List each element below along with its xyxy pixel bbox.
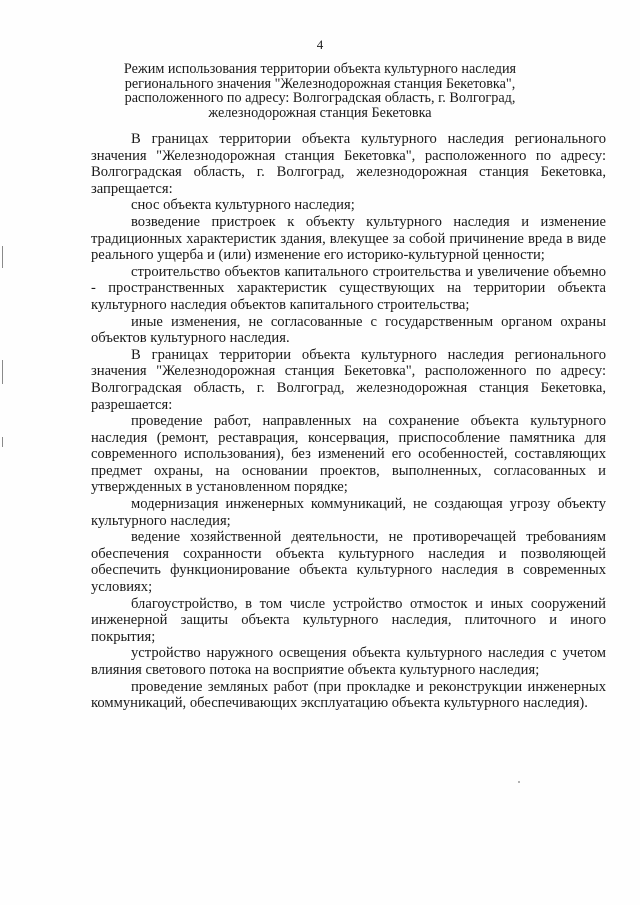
scan-margin-mark: [2, 360, 3, 384]
heading-line: расположенного по адресу: Волгоградская область, г. Волгоград,: [124, 90, 516, 107]
paragraph-list-item: снос объекта культурного наследия;: [131, 197, 355, 214]
document-heading: [120, 62, 520, 120]
paragraph-list-item: строительство объектов капитального строительства и увеличение объемно - пространственных характеристик существующих на территории объекта культурного наследия объектов капитального строительства;: [91, 263, 606, 313]
paragraph-list-item: устройство наружного освещения объекта культурного наследия с учетом влияния светового потока на восприятие объекта культурного наследия;: [91, 645, 606, 678]
heading-line: Режим использования территории объекта культурного наследия: [123, 61, 517, 77]
paragraph-permitted-intro: В границах территории объекта культурного наследия регионального значения "Железнодорожная станция Бекетовка", расположенного по адресу: Волгоградская область, г. Волгоград, железнодорожная станция Бекетовка, разрешается:: [91, 346, 606, 413]
heading-line: железнодорожная станция Бекетовка: [208, 104, 432, 121]
document-body: [91, 131, 606, 712]
paragraph-list-item: ведение хозяйственной деятельности, не противоречащей требованиям обеспечения сохранности объекта культурного наследия и позволяющей обеспечить функционирование объекта культурного наследия в современных условиях;: [91, 529, 606, 596]
paragraph-list-item: возведение пристроек к объекту культурного наследия и изменение традиционных характеристик здания, влекущее за собой причинение вреда в виде реального ущерба и (или) изменение его историко-культурной ценности;: [91, 213, 606, 264]
paragraph-list-item: проведение работ, направленных на сохранение объекта культурного наследия (ремонт, реставрация, консервация, приспособление памятника для современного использования), без изменений его особенностей, составляющих предмет охраны, на основании проектов, выполненных, согласованных и утвержденных в установленном порядке;: [91, 413, 606, 496]
paragraph-list-item: иные изменения, не согласованные с государственным органом охраны объектов культурного наследия.: [91, 313, 606, 347]
paragraph-list-item: модернизация инженерных коммуникаций, не создающая угрозу объекту культурного наследия;: [91, 496, 606, 529]
paragraph-list-item: проведение земляных работ (при прокладке и реконструкции инженерных коммуникаций, обеспечивающих эксплуатацию объекта культурного наследия).: [91, 678, 606, 712]
scan-margin-mark: [2, 437, 3, 447]
scan-speck: [518, 781, 520, 783]
paragraph-list-item: благоустройство, в том числе устройство отмосток и иных сооружений инженерной защиты объекта культурного наследия, плиточного и иного покрытия;: [91, 595, 606, 645]
paragraph-prohibited-intro: В границах территории объекта культурного наследия регионального значения "Железнодорожная станция Бекетовка", расположенного по адресу: Волгоградская область, г. Волгоград, железнодорожная станция Бекетовка, запрещается:: [91, 131, 606, 197]
heading-line: регионального значения "Железнодорожная станция Бекетовка",: [124, 75, 516, 92]
scan-margin-mark: [2, 246, 3, 268]
page-number: 4: [316, 37, 324, 52]
